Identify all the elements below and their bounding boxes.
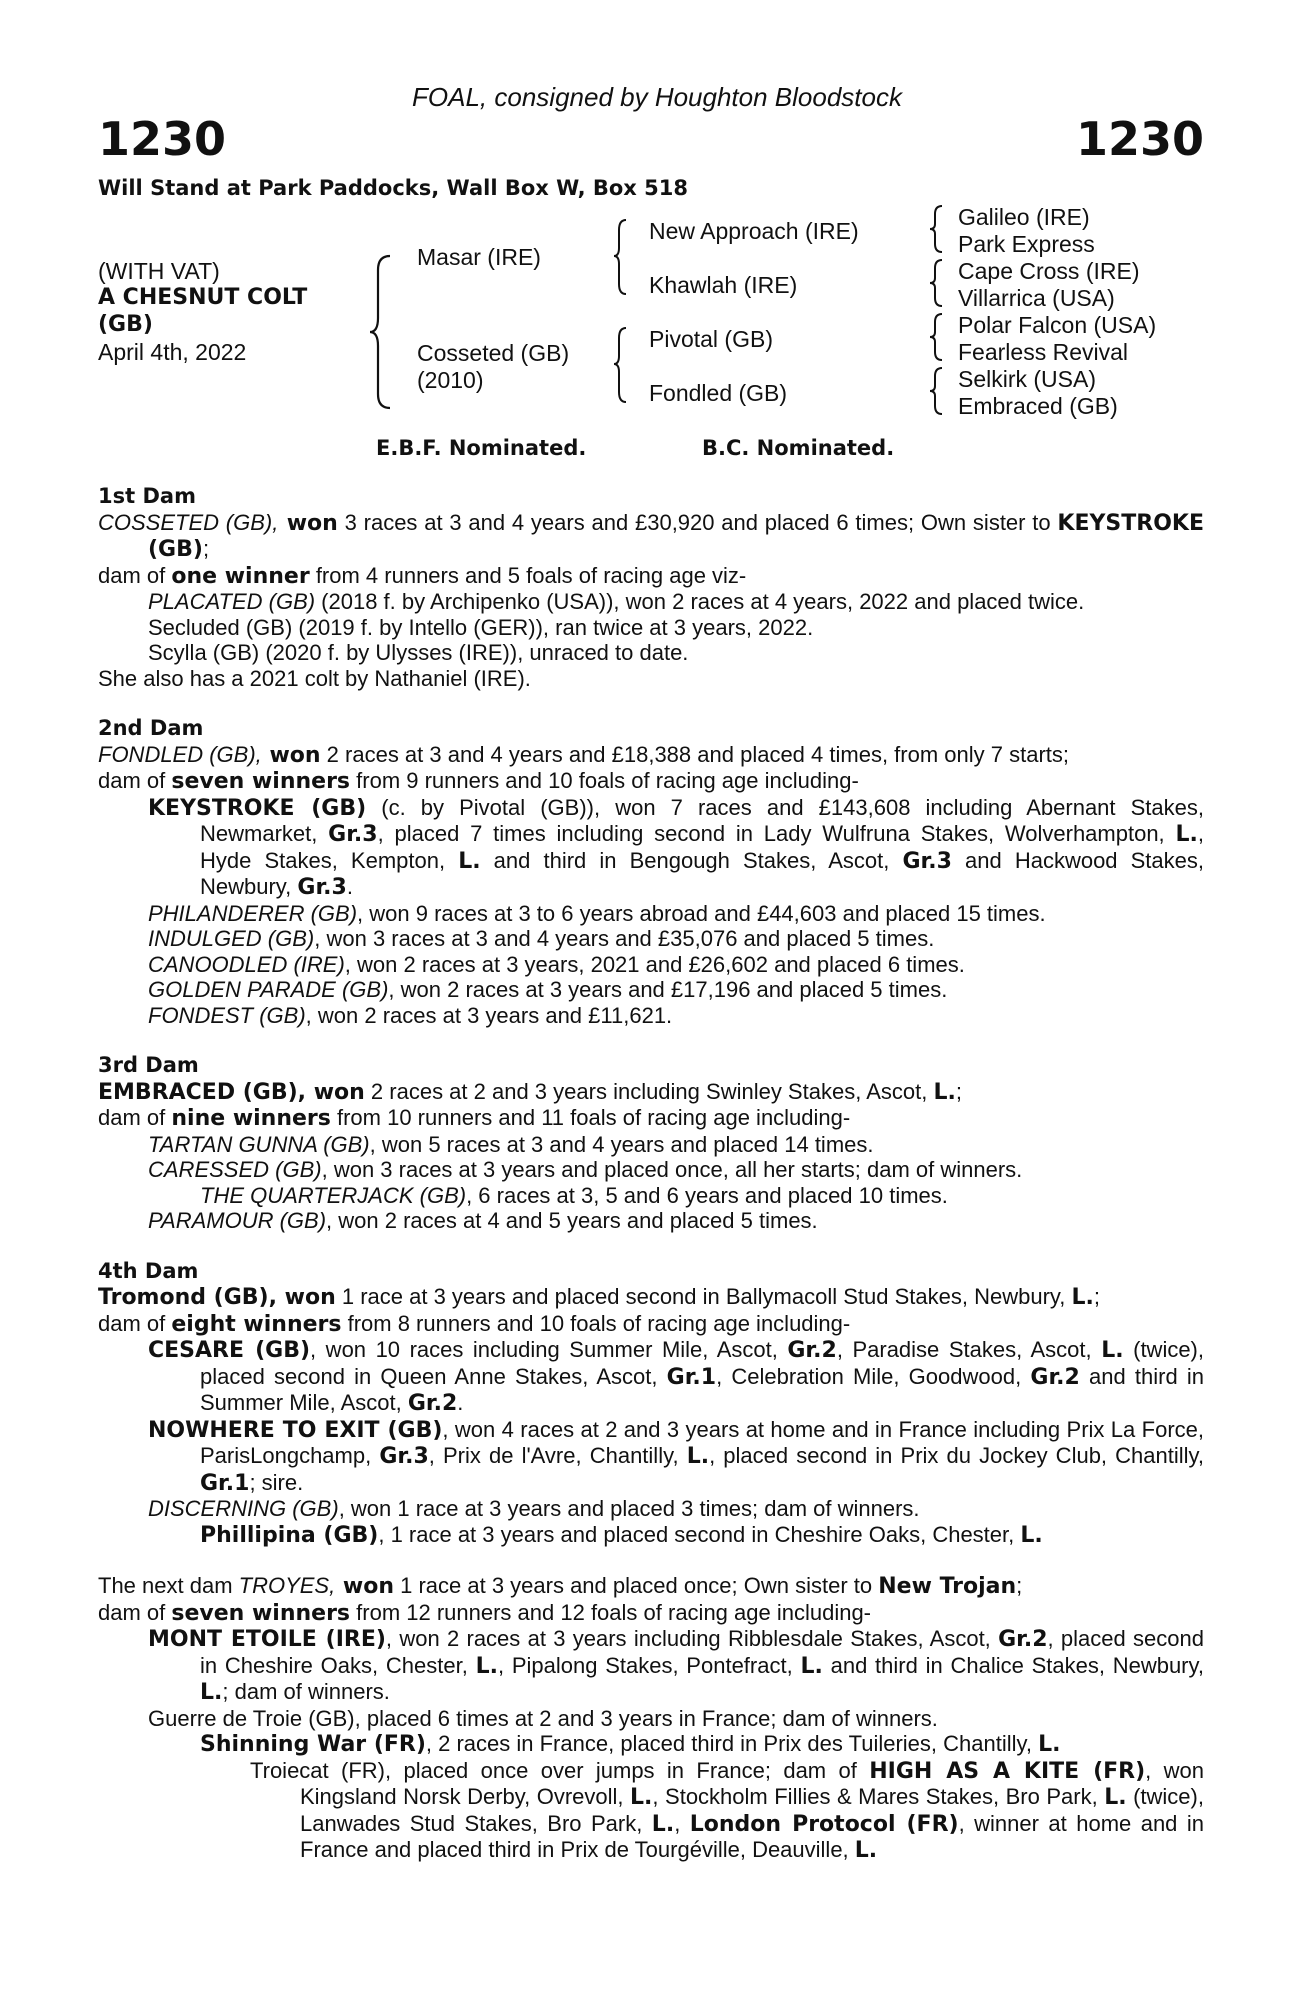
gen3-4: Villarrica (USA) xyxy=(958,285,1115,311)
produce-entry: DISCERNING (GB), won 1 race at 3 years and placed 3 times; dam of winners. xyxy=(148,1496,920,1521)
gen3-5: Polar Falcon (USA) xyxy=(958,312,1157,338)
lot-number-left: 1230 xyxy=(98,112,227,166)
lot-number-right: 1230 xyxy=(1075,112,1204,166)
pedigree-bracket-3b xyxy=(928,258,948,310)
produce-entry: PARAMOUR (GB), won 2 races at 4 and 5 years and placed 5 times. xyxy=(148,1208,818,1233)
produce-entry: CARESSED (GB), won 3 races at 3 years and placed once, all her starts; dam of winners. xyxy=(148,1157,1023,1182)
produce-entry: NOWHERE TO EXIT (GB), won 4 races at 2 and 3 years at home and in France including Prix La Force, ParisLongchamp, Gr.3, Prix de l'Avre, Chantilly, L., placed second in Prix du Jockey Club, Chantilly, Gr.1; sire. xyxy=(148,1416,1205,1496)
pedigree-bracket-sire xyxy=(612,218,632,298)
produce-entry: GOLDEN PARADE (GB), won 2 races at 3 years and £17,196 and placed 5 times. xyxy=(148,977,948,1002)
produce-entry: MONT ETOILE (IRE), won 2 races at 3 years including Ribblesdale Stakes, Ascot, Gr.2, placed second in Cheshire Oaks, Chester, L., Pipalong Stakes, Pontefract, L. and third in Chalice Stakes, Newbury, L.; dam of winners. xyxy=(148,1626,1204,1705)
produce-entry: PHILANDERER (GB), won 9 races at 3 to 6 years abroad and £44,603 and placed 15 times. xyxy=(148,900,1046,926)
produce-entry: CESARE (GB), won 10 races including Summer Mile, Ascot, Gr.2, Paradise Stakes, Ascot, L. (twice), placed second in Queen Anne Stakes, Ascot, Gr.1, Celebration Mile, Goodwood, Gr.2 and third in Summer Mile, Ascot, Gr.2. xyxy=(148,1337,1204,1416)
dam-record: FONDLED (GB), won 2 races at 3 and 4 years and £18,388 and placed 4 times, from only 7 starts; xyxy=(98,741,1069,768)
next-dam-section xyxy=(98,1573,1204,1864)
horse-name: A CHESNUT COLT xyxy=(98,285,308,310)
gen3-7: Selkirk (USA) xyxy=(958,366,1097,392)
produce-summary: dam of seven winners from 9 runners and 10 foals of racing age including- xyxy=(98,768,859,794)
produce-entry: Scylla (GB) (2020 f. by Ulysses (IRE)), unraced to date. xyxy=(148,640,689,665)
produce-entry: THE QUARTERJACK (GB), 6 races at 3, 5 and 6 years and placed 10 times. xyxy=(200,1182,948,1208)
first-dam-section xyxy=(98,484,1204,691)
dam-dam: Fondled (GB) xyxy=(649,380,788,406)
dam-record: The next dam TROYES, won 1 race at 3 years and placed once; Own sister to New Trojan; xyxy=(98,1573,1023,1599)
pedigree-bracket-3d xyxy=(928,366,948,418)
section-heading: 4th Dam xyxy=(98,1258,199,1283)
fourth-dam-section xyxy=(98,1259,1204,1549)
produce-entry: Shinning War (FR), 2 races in France, placed third in Prix des Tuileries, Chantilly, L. xyxy=(200,1731,1061,1757)
produce-summary: dam of seven winners from 12 runners and 12 foals of racing age including- xyxy=(98,1599,872,1626)
horse-origin: (GB) xyxy=(98,312,153,337)
produce-entry: Troiecat (FR), placed once over jumps in France; dam of HIGH AS A KITE (FR), won Kingsland Norsk Derby, Ovrevoll, L., Stockholm Fillies & Mares Stakes, Bro Park, L. (twice), Lanwades Stud Stakes, Bro Park, L., London Protocol (FR), winner at home and in France and placed third in Prix de Tourgéville, Deauville, L. xyxy=(250,1757,1204,1863)
produce-entry: INDULGED (GB), won 3 races at 3 and 4 years and £35,076 and placed 5 times. xyxy=(148,926,935,951)
produce-note: She also has a 2021 colt by Nathaniel (IRE). xyxy=(98,665,531,691)
third-dam-section xyxy=(98,1053,1204,1234)
dam-record: COSSETED (GB), won 3 races at 3 and 4 years and £30,920 and placed 6 times; Own sister to KEYSTROKE (GB); xyxy=(98,509,1204,562)
produce-entry: PLACATED (GB) (2018 f. by Archipenko (USA)), won 2 races at 4 years, 2022 and placed twice. xyxy=(148,589,1085,614)
dam-record: EMBRACED (GB), won 2 races at 2 and 3 years including Swinley Stakes, Ascot, L.; xyxy=(98,1078,962,1105)
consignment-line: FOAL, consigned by Houghton Bloodstock xyxy=(412,82,902,112)
dam-sire: Pivotal (GB) xyxy=(649,326,773,352)
pedigree-bracket-3c xyxy=(928,312,948,364)
produce-entry: KEYSTROKE (GB) (c. by Pivotal (GB)), won 7 races and £143,608 including Abernant Stakes, Newmarket, Gr.3, placed 7 times including second in Lady Wulfruna Stakes, Wolverhampton, L., Hyde Stakes, Kempton, L. and third in Bengough Stakes, Ascot, Gr.3 and Hackwood Stakes, Newbury, Gr.3. xyxy=(148,794,1204,900)
pedigree-bracket-gen1 xyxy=(368,252,398,412)
pedigree-bracket-3a xyxy=(928,204,948,256)
produce-summary: dam of nine winners from 10 runners and 11 foals of racing age including- xyxy=(98,1105,851,1131)
catalogue-body xyxy=(98,484,1204,1864)
section-heading: 2nd Dam xyxy=(98,716,204,740)
pedigree-bracket-dam xyxy=(612,326,632,406)
gen3-1: Galileo (IRE) xyxy=(958,204,1090,230)
sire-sire: New Approach (IRE) xyxy=(649,218,859,244)
section-heading: 3rd Dam xyxy=(98,1053,199,1077)
gen3-8: Embraced (GB) xyxy=(958,393,1118,419)
stable-location: Will Stand at Park Paddocks, Wall Box W, Box 518 xyxy=(98,176,688,200)
gen3-3: Cape Cross (IRE) xyxy=(958,258,1140,284)
produce-entry: Guerre de Troie (GB), placed 6 times at 2 and 3 years in France; dam of winners. xyxy=(148,1705,938,1731)
produce-summary: dam of one winner from 4 runners and 5 foals of racing age viz- xyxy=(98,562,747,589)
section-heading: 1st Dam xyxy=(98,484,196,508)
produce-entry: Phillipina (GB), 1 race at 3 years and placed second in Cheshire Oaks, Chester, L. xyxy=(200,1521,1043,1548)
produce-entry: Secluded (GB) (2019 f. by Intello (GER)), ran twice at 3 years, 2022. xyxy=(148,614,814,640)
sire-name: Masar (IRE) xyxy=(417,244,541,270)
produce-entry: FONDEST (GB), won 2 races at 3 years and £11,621. xyxy=(148,1002,673,1028)
bc-nomination: B.C. Nominated. xyxy=(702,436,895,460)
vat-note: (WITH VAT) xyxy=(98,258,220,284)
produce-entry: TARTAN GUNNA (GB), won 5 races at 3 and 4 years and placed 14 times. xyxy=(148,1131,874,1157)
produce-entry: CANOODLED (IRE), won 2 races at 3 years, 2021 and £26,602 and placed 6 times. xyxy=(148,951,965,977)
dam-record: Tromond (GB), won 1 race at 3 years and placed second in Ballymacoll Stud Stakes, Newbury, L.; xyxy=(98,1284,1101,1310)
sire-dam: Khawlah (IRE) xyxy=(649,272,798,298)
gen3-6: Fearless Revival xyxy=(958,339,1128,365)
dam-name: Cosseted (GB) xyxy=(417,340,570,366)
second-dam-section xyxy=(98,716,1204,1028)
foaling-date: April 4th, 2022 xyxy=(98,339,247,365)
ebf-nomination: E.B.F. Nominated. xyxy=(376,436,587,460)
dam-year: (2010) xyxy=(417,367,484,393)
gen3-2: Park Express xyxy=(958,231,1095,257)
produce-summary: dam of eight winners from 8 runners and 10 foals of racing age including- xyxy=(98,1310,851,1337)
